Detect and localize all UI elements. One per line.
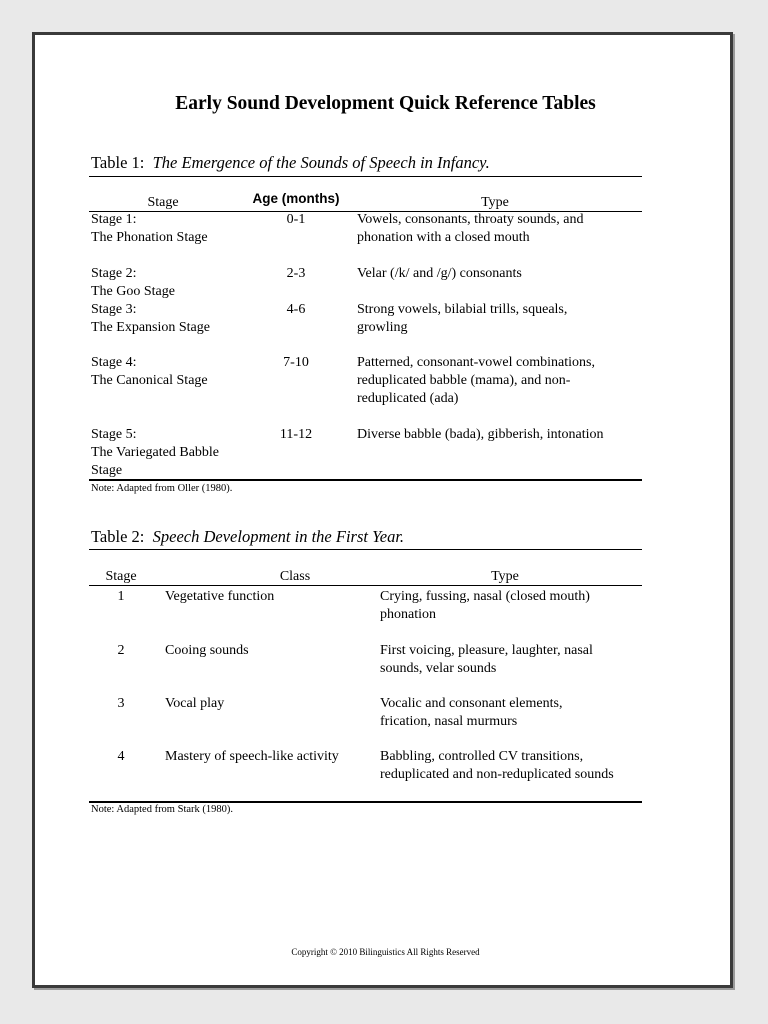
- table1-row1-stage-label: Stage 1:: [91, 212, 137, 227]
- table2-row2-stage: 2: [117, 643, 125, 658]
- table2-bottom-rule: [89, 801, 642, 803]
- copyright-footer: Copyright © 2010 Bilinguistics All Rights Reserved: [291, 947, 480, 957]
- table1-header-type: Type: [481, 195, 509, 210]
- table1-header-stage: Stage: [147, 195, 179, 210]
- table1-row5-type: Diverse babble (bada), gibberish, intonation: [357, 427, 604, 442]
- table1-top-rule: [89, 176, 642, 177]
- table2-note: Note: Adapted from Stark (1980).: [91, 804, 234, 815]
- table2-caption-title: Speech Development in the First Year.: [152, 527, 405, 546]
- table1-row2-stage-label: Stage 2:: [91, 266, 137, 281]
- table1-row3-age: 4-6: [286, 302, 306, 317]
- table1-row2-stage-name: The Goo Stage: [91, 284, 175, 299]
- table1-row3-stage-label: Stage 3:: [91, 302, 137, 317]
- table2-row4-type-line1: Babbling, controlled CV transitions,: [380, 749, 584, 764]
- table2-row4-type-line2: reduplicated and non-reduplicated sounds: [380, 767, 614, 782]
- table1-row5-stage-label: Stage 5:: [91, 427, 137, 442]
- table1-caption: [91, 153, 490, 173]
- table1-row2-stage: [91, 265, 175, 301]
- table1-row4-type: [357, 354, 595, 408]
- table1-row5-stage-name-cont: Stage: [91, 463, 123, 478]
- table1-row2-age: 2-3: [286, 266, 306, 281]
- table2-caption-prefix: Table 2:: [91, 527, 145, 546]
- table2-top-rule: [89, 549, 642, 550]
- table1-row3-type-line1: Strong vowels, bilabial trills, squeals,: [357, 302, 568, 317]
- table1-row5-stage: [91, 426, 219, 480]
- table1-row1-stage-name: The Phonation Stage: [91, 230, 208, 245]
- table1-row3-type-line2: growling: [357, 320, 408, 335]
- table2-row1-stage: 1: [117, 589, 125, 604]
- table2-row2-type-line2: sounds, velar sounds: [380, 661, 497, 676]
- table2-row1-type: [380, 588, 590, 624]
- table1-row4-type-line3: reduplicated (ada): [357, 391, 459, 406]
- table2-header-rule: [89, 585, 642, 586]
- table2-header-stage: Stage: [105, 569, 137, 584]
- table2-row4-stage: 4: [117, 749, 125, 764]
- table2-row1-class: Vegetative function: [165, 589, 275, 604]
- table2-row3-type-line2: frication, nasal murmurs: [380, 714, 518, 729]
- table1-caption-title: The Emergence of the Sounds of Speech in Infancy.: [152, 153, 490, 172]
- table1-row4-stage-label: Stage 4:: [91, 355, 137, 370]
- table2-header-type: Type: [491, 569, 519, 584]
- table1-note: Note: Adapted from Oller (1980).: [91, 483, 233, 494]
- table1-row4-age: 7-10: [283, 355, 309, 370]
- table1-row1-type-line1: Vowels, consonants, throaty sounds, and: [357, 212, 584, 227]
- table1-row2-type: Velar (/k/ and /g/) consonants: [357, 266, 522, 281]
- table2-row4-type: [380, 748, 614, 784]
- table1-row3-stage-name: The Expansion Stage: [91, 320, 210, 335]
- table2-row2-type: [380, 642, 593, 678]
- table2-row1-type-line2: phonation: [380, 607, 436, 622]
- table1-row1-type-line2: phonation with a closed mouth: [357, 230, 530, 245]
- table2-row3-type-line1: Vocalic and consonant elements,: [380, 696, 563, 711]
- table2-row3-stage: 3: [117, 696, 125, 711]
- table2-row4-class: Mastery of speech-like activity: [165, 749, 339, 764]
- page-title: Early Sound Development Quick Reference Tables: [175, 93, 596, 114]
- table2-row3-type: [380, 695, 562, 731]
- table2-header-class: Class: [279, 569, 311, 584]
- table1-row3-type: [357, 301, 567, 337]
- table2-row2-type-line1: First voicing, pleasure, laughter, nasal: [380, 643, 593, 658]
- table1-row1-age: 0-1: [286, 212, 306, 227]
- table1-row4-stage-name: The Canonical Stage: [91, 373, 208, 388]
- table1-row1-stage: [91, 211, 208, 247]
- table1-caption-prefix: Table 1:: [91, 153, 145, 172]
- document-page: [32, 32, 733, 988]
- table1-row3-stage: [91, 301, 210, 337]
- table1-row1-type: [357, 211, 583, 247]
- table1-row4-type-line1: Patterned, consonant-vowel combinations,: [357, 355, 595, 370]
- table2-row2-class: Cooing sounds: [165, 643, 249, 658]
- table1-bottom-rule: [89, 479, 642, 481]
- table2-row3-class: Vocal play: [165, 696, 225, 711]
- table1-row4-stage: [91, 354, 208, 390]
- table2-row1-type-line1: Crying, fussing, nasal (closed mouth): [380, 589, 590, 604]
- table1-row5-age: 11-12: [279, 427, 313, 442]
- table1-row4-type-line2: reduplicated babble (mama), and non-: [357, 373, 571, 388]
- table1-row5-stage-name: The Variegated Babble: [91, 445, 220, 460]
- table2-caption: [91, 527, 404, 547]
- table1-header-age: Age (months): [252, 191, 340, 206]
